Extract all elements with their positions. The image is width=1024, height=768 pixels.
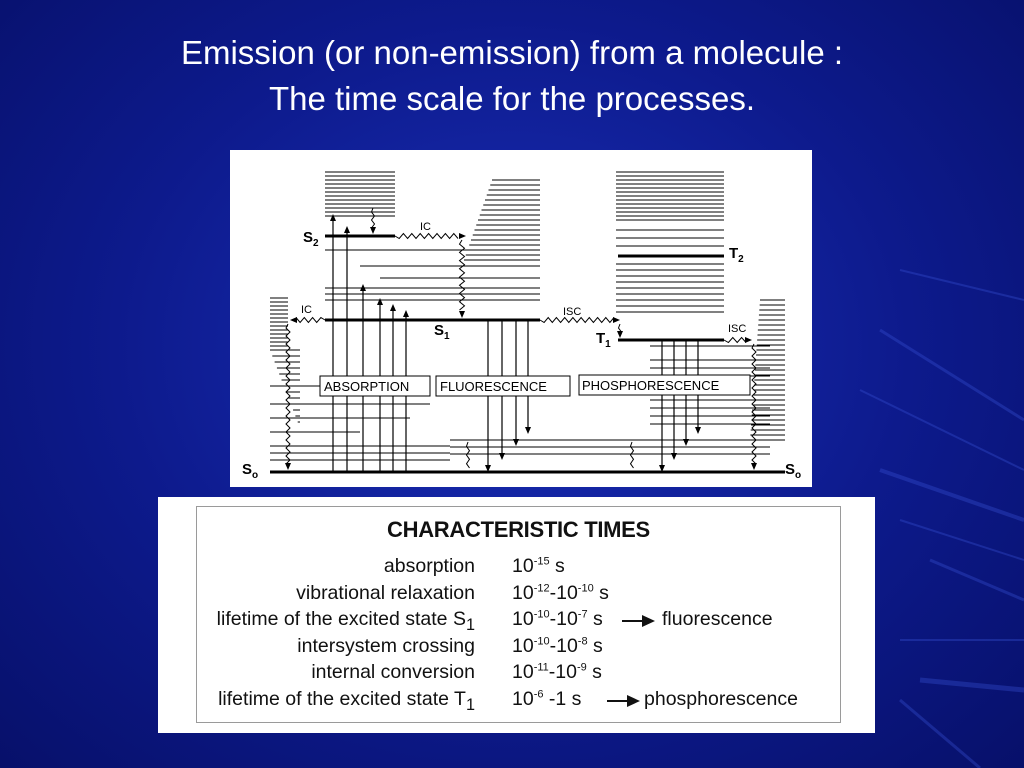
vibrational-relaxation-wavy-line [631, 442, 634, 468]
time-row-result: phosphorescence [644, 687, 798, 710]
phosphorescence-arrowhead [695, 427, 701, 434]
absorption-arrowhead [330, 214, 336, 221]
isc-wavy-line [619, 324, 622, 332]
phosphorescence-arrowhead [671, 453, 677, 460]
ic-arrowhead [459, 311, 465, 318]
ic-arrowhead [285, 463, 291, 470]
vibrational-relaxation-arrowhead [370, 227, 376, 234]
vibrational-relaxation-wavy-line [467, 442, 470, 468]
arrow-right-icon [622, 614, 656, 628]
s0-left-label: $S_o$ [242, 461, 259, 481]
time-row [197, 608, 840, 634]
isc-wavy-line [540, 318, 614, 323]
isc-arrowhead [751, 463, 757, 470]
arrow-right-icon [607, 694, 641, 708]
fluorescence-arrowhead [525, 427, 531, 434]
vibrational-relaxation-wavy-line [372, 208, 375, 228]
isc-middle-label: ISC [563, 306, 582, 318]
title-line-2: The time scale for the processes. [268, 80, 756, 117]
time-row-value: $10^{-15}$ s [512, 555, 565, 577]
time-row [197, 688, 840, 714]
time-row [197, 661, 840, 687]
time-row-label: internal conversion [311, 661, 475, 683]
phosphorescence-arrowhead [683, 439, 689, 446]
characteristic-times-title: CHARACTERISTIC TIMES [387, 517, 650, 542]
time-row-label: intersystem crossing [297, 634, 475, 657]
absorption-arrowhead [377, 298, 383, 305]
s2-label: $S_2$ [303, 229, 319, 249]
time-row-result: fluorescence [662, 608, 773, 630]
isc-arrowhead [617, 331, 623, 338]
ic-left-label: IC [301, 304, 312, 316]
ic-wavy-line [296, 318, 325, 323]
time-row-label: vibrational relaxation [296, 581, 475, 604]
time-row-value: $10^{-6}$ -1 s [512, 687, 582, 710]
s0-right-label: $S_o$ [785, 461, 802, 481]
time-row-value: $10^{-12}-10^{-10}$ s [512, 581, 609, 604]
ic-top-label: IC [420, 221, 431, 233]
isc-right-label: ISC [728, 323, 747, 335]
time-row-value: $10^{-10}-10^{-7}$ s [512, 608, 603, 630]
title-line-1: Emission (or non-emission) from a molecule : [180, 34, 844, 71]
ic-wavy-line [286, 324, 290, 464]
t2-label: $T_2$ [729, 245, 744, 265]
fluorescence-arrowhead [499, 453, 505, 460]
time-row-value: $10^{-10}-10^{-8}$ s [512, 634, 603, 657]
ic-wavy-line [395, 234, 458, 239]
time-row-value: $10^{-11}-10^{-9}$ s [512, 661, 602, 683]
isc-wavy-line [752, 344, 756, 464]
absorption-label: ABSORPTION [324, 379, 410, 394]
t1-label: $T_1$ [596, 330, 611, 350]
phosphorescence-label: PHOSPHORESCENCE [582, 378, 720, 393]
characteristic-times-panel [158, 497, 875, 733]
fluorescence-arrowhead [513, 439, 519, 446]
time-row-label: absorption [383, 555, 475, 577]
time-row [197, 555, 840, 581]
isc-wavy-line [724, 338, 746, 343]
fluorescence-label: FLUORESCENCE [440, 379, 547, 394]
absorption-arrowhead [403, 310, 409, 317]
time-row-label: lifetime of the excited state $T_1$ [218, 687, 475, 714]
s1-label: $S_1$ [434, 322, 450, 342]
time-row-label: lifetime of the excited state $S_1$ [216, 608, 475, 634]
time-row [197, 582, 840, 608]
characteristic-times-box [196, 506, 841, 723]
jablonski-diagram [230, 150, 812, 487]
time-row [197, 635, 840, 661]
absorption-arrowhead [390, 304, 396, 311]
absorption-arrowhead [344, 226, 350, 233]
slide-title [0, 30, 1024, 122]
ic-arrowhead [459, 233, 466, 239]
